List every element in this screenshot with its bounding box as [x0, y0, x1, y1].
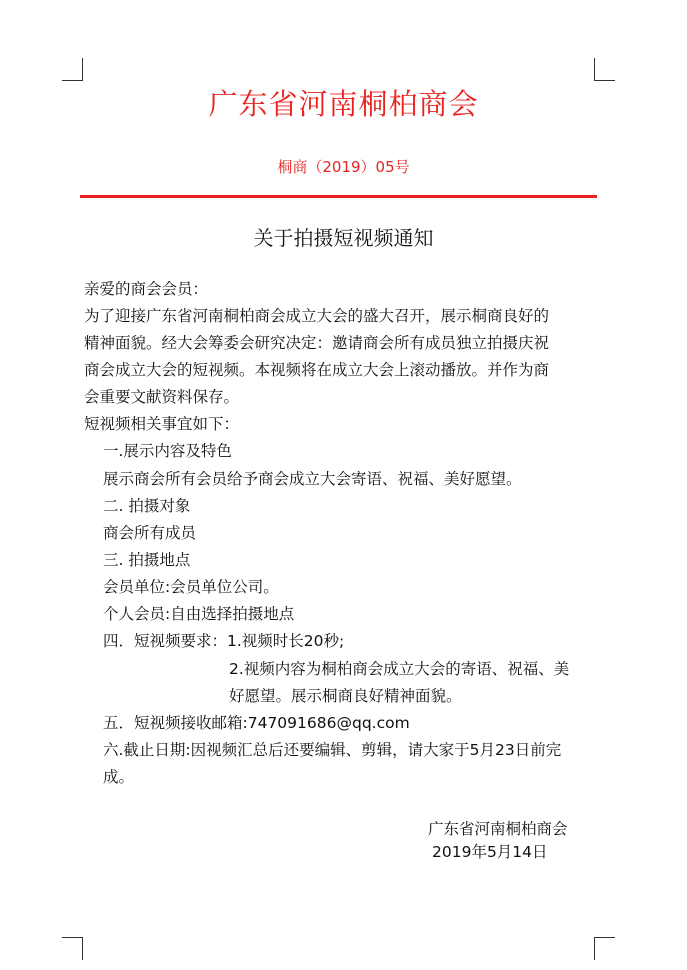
section-3-heading: 三. 拍摄地点 — [103, 551, 191, 569]
items-intro: 短视频相关事宜如下： — [84, 415, 240, 433]
section-4-line: 2.视频内容为桐柏商会成立大会的寄语、祝福、美 — [229, 660, 570, 678]
section-1-text: 展示商会所有会员给予商会成立大会寄语、祝福、美好愿望。 — [103, 470, 522, 488]
section-4-line: 四．短视频要求：1.视频时长20秒; — [103, 632, 345, 650]
section-6-line: 六.截止日期:因视频汇总后还要编辑、剪辑，请大家于5月23日前完 — [103, 741, 562, 759]
section-2-text: 商会所有成员 — [103, 524, 197, 542]
crop-mark-top-right — [594, 58, 615, 81]
org-title: 广东省河南桐柏商会 — [208, 87, 479, 121]
signature-org: 广东省河南桐柏商会 — [428, 820, 568, 838]
section-2-heading: 二. 拍摄对象 — [103, 497, 191, 515]
document-number: 桐商（2019）05号 — [277, 158, 410, 176]
intro-line: 精神面貌。经大会筹委会研究决定：邀请商会所有成员独立拍摄庆祝 — [84, 334, 550, 352]
document-title: 关于拍摄短视频通知 — [253, 226, 434, 250]
section-6-line: 成。 — [103, 768, 135, 786]
section-3-personal: 个人会员:自由选择拍摄地点 — [103, 605, 295, 623]
crop-mark-bottom-left — [62, 937, 83, 960]
section-3-unit: 会员单位:会员单位公司。 — [103, 578, 279, 596]
crop-mark-top-left — [62, 58, 83, 81]
section-5-email: 五．短视频接收邮箱:747091686@qq.com — [103, 714, 410, 732]
section-1-heading: 一.展示内容及特色 — [103, 442, 232, 460]
salutation: 亲爱的商会会员： — [84, 280, 209, 298]
intro-line: 商会成立大会的短视频。本视频将在成立大会上滚动播放。并作为商 — [84, 361, 550, 379]
intro-line: 会重要文献资料保存。 — [84, 388, 240, 406]
intro-line: 为了迎接广东省河南桐柏商会成立大会的盛大召开，展示桐商良好的 — [84, 307, 550, 325]
signature-date: 2019年5月14日 — [432, 843, 548, 861]
crop-mark-bottom-right — [594, 937, 615, 960]
header-divider — [80, 195, 597, 198]
section-4-line: 好愿望。展示桐商良好精神面貌。 — [229, 687, 462, 705]
